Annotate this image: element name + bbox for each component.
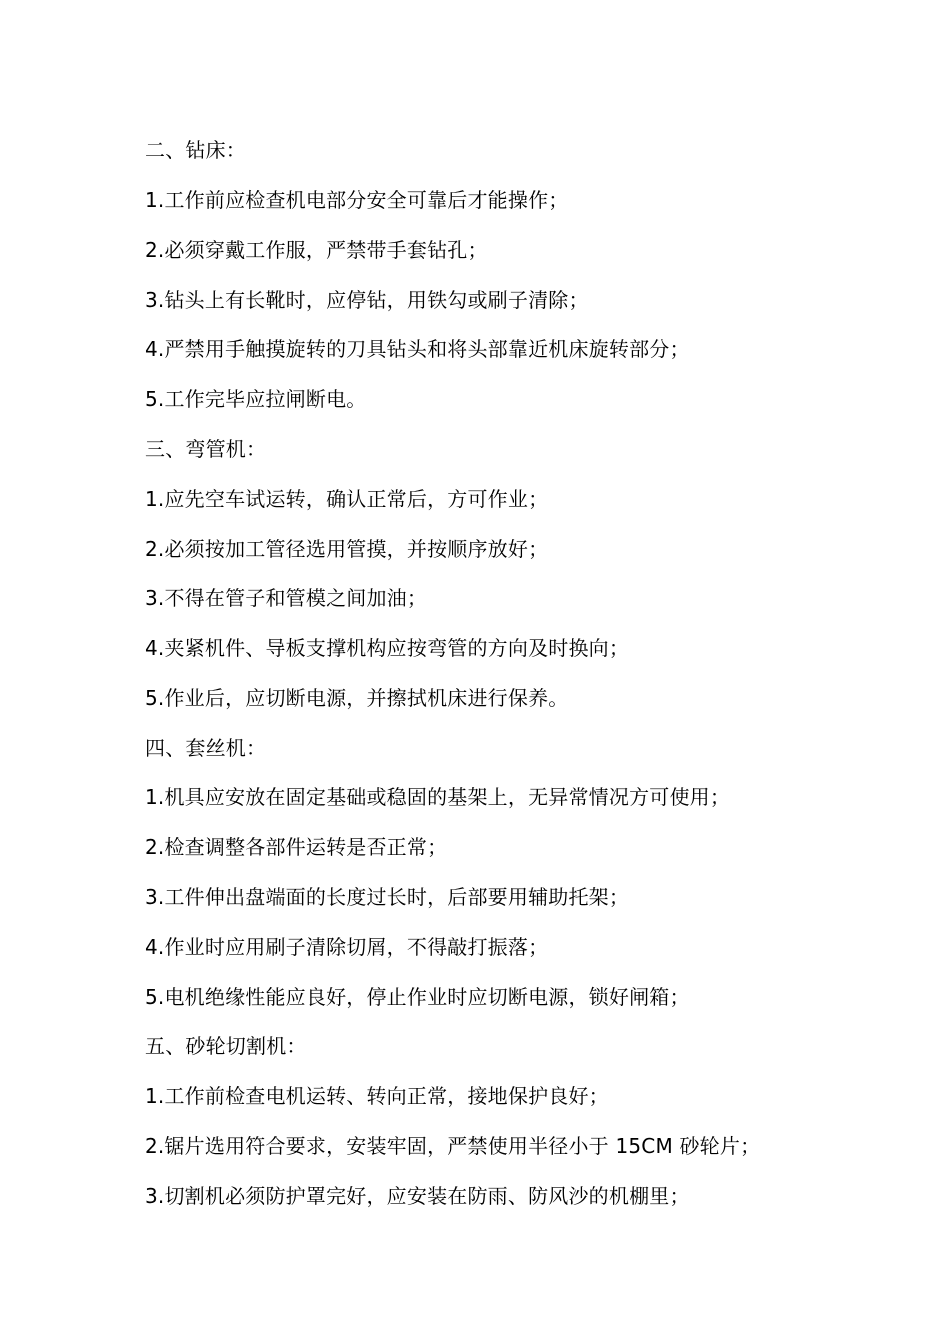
list-item: 4.严禁用手触摸旋转的刀具钻头和将头部靠近机床旋转部分； [145,337,690,361]
list-item: 2.检查调整各部件运转是否正常； [145,835,448,859]
list-item: 1.工作前检查电机运转、转向正常，接地保护良好； [145,1084,609,1108]
list-item: 2.必须按加工管径选用管摸，并按顺序放好； [145,537,549,561]
section-heading-abrasive-cutter: 五、砂轮切割机： [145,1034,307,1058]
list-item: 3.不得在管子和管模之间加油； [145,586,428,610]
list-item: 5.作业后，应切断电源，并擦拭机床进行保养。 [145,686,569,710]
list-item: 5.工作完毕应拉闸断电。 [145,387,367,411]
section-heading-drill: 二、钻床： [145,138,246,162]
list-item: 4.夹紧机件、导板支撑机构应按弯管的方向及时换向； [145,636,630,660]
list-item: 3.钻头上有长靴时，应停钻，用铁勾或刷子清除； [145,288,589,312]
section-heading-threading-machine: 四、套丝机： [145,736,267,760]
list-item: 4.作业时应用刷子清除切屑，不得敲打振落； [145,935,549,959]
list-item: 5.电机绝缘性能应良好，停止作业时应切断电源，锁好闸箱； [145,985,690,1009]
list-item: 1.应先空车试运转，确认正常后，方可作业； [145,487,549,511]
list-item: 1.机具应安放在固定基础或稳固的基架上，无异常情况方可使用； [145,785,731,809]
section-heading-pipe-bender: 三、弯管机： [145,437,267,461]
list-item: 3.工件伸出盘端面的长度过长时，后部要用辅助托架； [145,885,630,909]
list-item: 1.工作前应检查机电部分安全可靠后才能操作； [145,188,569,212]
list-item: 2.必须穿戴工作服，严禁带手套钻孔； [145,238,488,262]
list-item: 3.切割机必须防护罩完好，应安装在防雨、防风沙的机棚里； [145,1184,690,1208]
list-item: 2.锯片选用符合要求，安装牢固，严禁使用半径小于 15CM 砂轮片； [145,1134,761,1158]
